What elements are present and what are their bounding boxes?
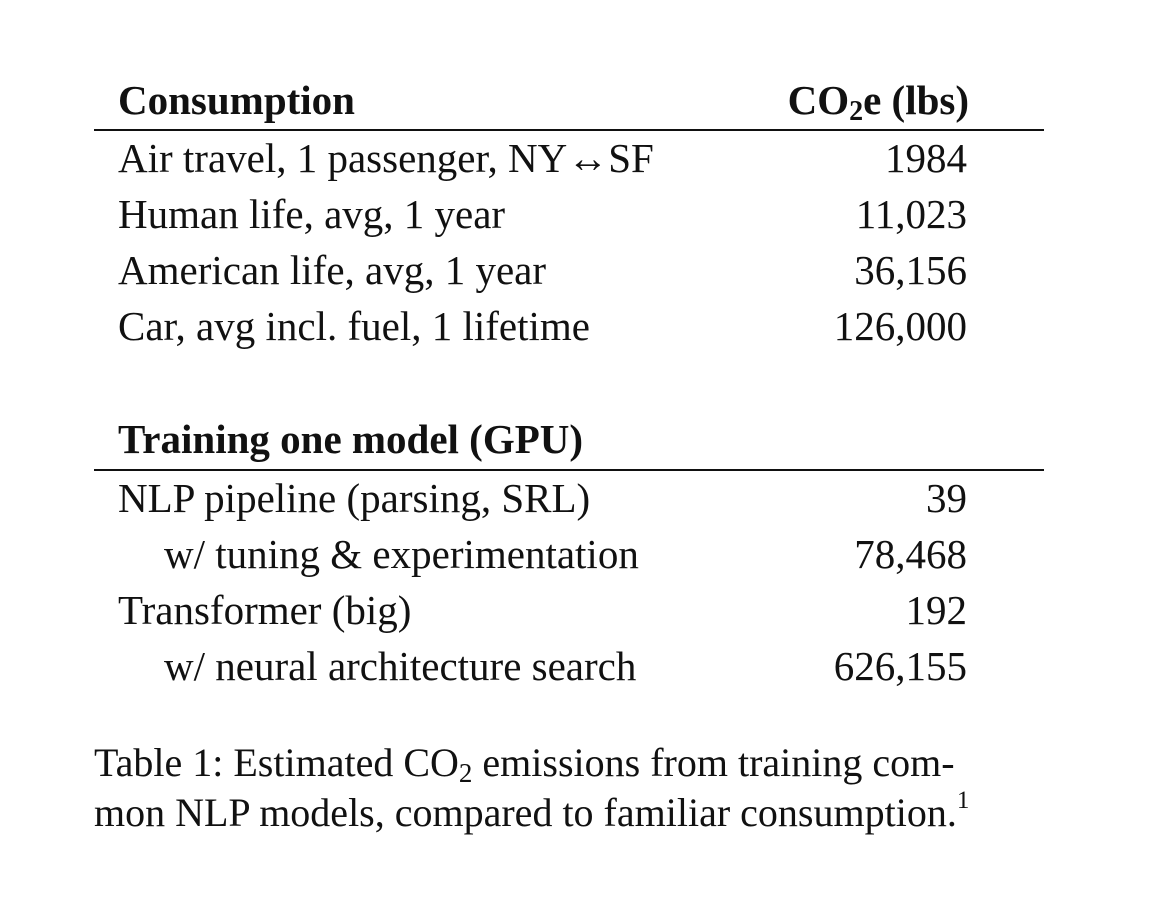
table-row [0, 130, 1167, 186]
table-row [0, 242, 1167, 298]
table-row [0, 470, 1167, 526]
row-label: w/ neural architecture search [164, 643, 637, 689]
row-label: Transformer (big) [118, 587, 412, 633]
footnote-mark[interactable]: 1 [956, 787, 970, 814]
table-row [0, 298, 1167, 354]
row-value: 36,156 [854, 247, 967, 293]
row-label: Human life, avg, 1 year [118, 191, 506, 237]
row-label: w/ tuning & experimentation [164, 531, 639, 577]
header-co2e-subscript: 2 [849, 96, 864, 127]
table-header-training [0, 411, 1167, 467]
caption-line-2 [94, 788, 1014, 838]
table-row [0, 638, 1167, 694]
header-co2e-suffix: e (lbs) [863, 77, 969, 123]
table-row [0, 186, 1167, 242]
row-value: 78,468 [854, 531, 967, 577]
header-training-label: Training one model (GPU) [118, 416, 584, 462]
caption-line-1-prefix: Table 1: Estimated CO [94, 740, 459, 785]
row-label: American life, avg, 1 year [118, 247, 547, 293]
row-value: 11,023 [855, 191, 967, 237]
caption-co2-subscript: 2 [458, 758, 473, 788]
row-label: Car, avg incl. fuel, 1 lifetime [118, 303, 590, 349]
row-label: NLP pipeline (parsing, SRL) [118, 475, 591, 521]
row-value: 626,155 [833, 643, 967, 689]
caption-line-2-text: mon NLP models, compared to familiar consumption. [94, 790, 957, 835]
header-consumption-label: Consumption [118, 77, 355, 123]
row-label: Air travel, 1 passenger, NY↔SF [118, 135, 654, 181]
caption-line-1-suffix: emissions from training com- [472, 740, 955, 785]
table-header-consumption [0, 72, 1167, 128]
table-row [0, 526, 1167, 582]
table-caption [94, 738, 1014, 838]
row-value: 192 [905, 587, 967, 633]
caption-line-1 [94, 738, 1014, 788]
row-value: 126,000 [833, 303, 967, 349]
header-co2e-label [788, 72, 969, 128]
header-co2e-prefix: CO [787, 77, 850, 123]
row-value: 39 [926, 475, 967, 521]
table-row [0, 582, 1167, 638]
row-value: 1984 [885, 135, 967, 181]
